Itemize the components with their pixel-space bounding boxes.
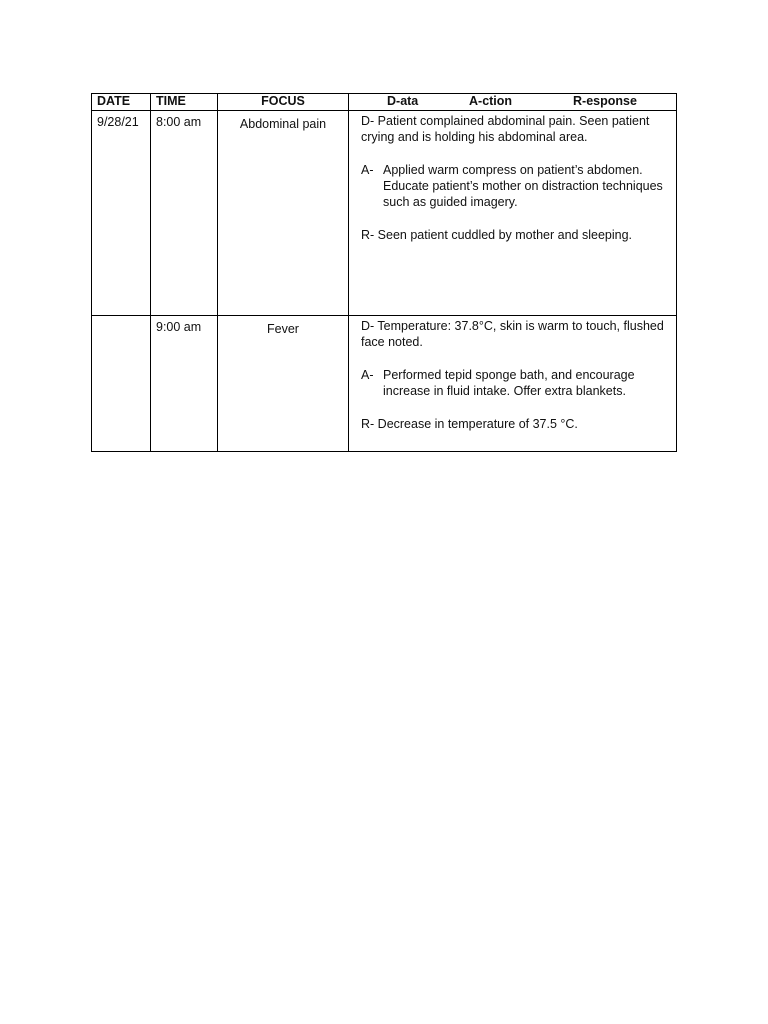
header-row — [92, 94, 677, 111]
action-text: Performed tepid sponge bath, and encourage increase in fluid intake. Offer extra blankets. — [383, 368, 635, 398]
header-action: A-ction — [469, 94, 513, 108]
cell-focus: Fever — [218, 316, 349, 452]
cell-dar — [349, 316, 677, 452]
table-row — [92, 316, 677, 452]
cell-time: 8:00 am — [151, 111, 218, 316]
cell-date — [92, 316, 151, 452]
table-row — [92, 111, 677, 316]
fdar-table — [91, 93, 677, 452]
cell-time: 9:00 am — [151, 316, 218, 452]
data-note: D- Temperature: 37.8°C, skin is warm to touch, flushed face noted. — [361, 319, 664, 349]
action-prefix: A- — [361, 368, 374, 382]
action-text: Applied warm compress on patient’s abdomen. Educate patient’s mother on distraction techniques such as guided imagery. — [383, 163, 663, 209]
data-note: D- Patient complained abdominal pain. Seen patient crying and is holding his abdominal area. — [361, 114, 650, 144]
cell-dar — [349, 111, 677, 316]
header-focus: FOCUS — [218, 94, 349, 111]
header-data: D-ata — [387, 94, 419, 108]
header-response: R-esponse — [573, 94, 637, 108]
action-note — [361, 367, 670, 399]
response-note: R- Seen patient cuddled by mother and sleeping. — [361, 228, 633, 242]
header-time: TIME — [151, 94, 218, 111]
header-date: DATE — [92, 94, 151, 111]
cell-focus: Abdominal pain — [218, 111, 349, 316]
header-dar — [349, 94, 677, 111]
action-note — [361, 162, 670, 210]
response-note: R- Decrease in temperature of 37.5 °C. — [361, 417, 578, 431]
cell-date: 9/28/21 — [92, 111, 151, 316]
action-prefix: A- — [361, 163, 374, 177]
